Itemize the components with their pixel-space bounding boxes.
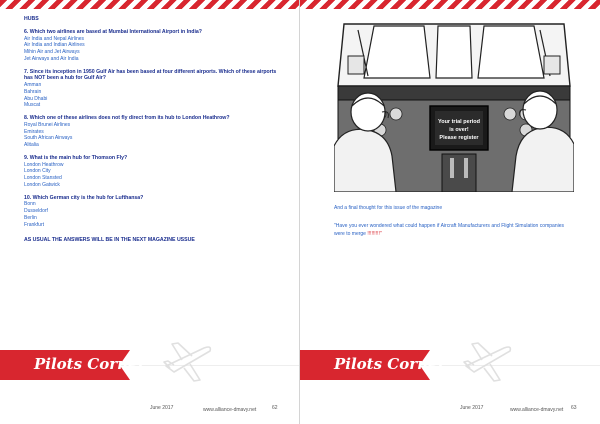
question-text: 10. Which German city is the hub for Lufthansa? (24, 194, 144, 201)
airplane-icon (460, 336, 516, 384)
answer-option: Abu Dhabi (24, 95, 48, 102)
banner-title: Pilots Corner (334, 355, 446, 373)
footer-date: June 2017 (460, 405, 484, 411)
answer-option: London Heathrow (24, 161, 64, 168)
cartoon-quote (334, 222, 564, 238)
answer-option: London Gatwick (24, 181, 60, 188)
top-stripe-border (0, 0, 300, 9)
answer-option: London Stansted (24, 175, 62, 182)
footer-website: www.alliance-dmavy.net (510, 407, 564, 413)
answer-option: Royal Brunei Airlines (24, 121, 71, 128)
page-number: 62 (272, 405, 278, 411)
footer-date: June 2017 (150, 405, 174, 411)
question-block (24, 155, 286, 189)
answer-option: Emirates (24, 128, 44, 135)
pilots-corner-banner (0, 350, 300, 380)
banner-title: Pilots Corner (34, 355, 146, 373)
answer-option: Air India and Nepal Airlines (24, 35, 85, 42)
answer-option: London City (24, 168, 51, 175)
screen-text-line: Your trial period (437, 119, 481, 125)
answer-option: Jet Airways and Air India (24, 55, 79, 62)
answer-option: Amman (24, 81, 42, 88)
question-block (24, 195, 286, 229)
question-text: 6. Which two airlines are based at Mumbai International Airport in India? (24, 29, 202, 35)
answer-option: Alitalia (24, 142, 39, 149)
answers-note: AS USUAL THE ANSWERS WILL BE IN THE NEXT MAGAZINE USSUE (24, 236, 195, 243)
answer-option: Mihin Air and Jet Airways (24, 49, 80, 56)
pilots-corner-banner (300, 350, 600, 380)
quote-emphasis: !!!!!!!!!" (367, 231, 382, 237)
question-text: 8. Which one of these airlines does not fly direct from its hub to London Heathrow? (24, 115, 230, 122)
right-page (300, 0, 600, 424)
section-heading: HUBS (24, 16, 39, 22)
answer-option: Bonn (24, 201, 36, 208)
answer-option: Dusseldorf (24, 208, 48, 215)
cartoon-caption: And a final thought for this issue of the magazine (334, 205, 443, 211)
answer-option: Berlin (24, 214, 37, 221)
question-block (24, 69, 286, 109)
question-text: 9. What is the main hub for Thomson Fly? (24, 154, 128, 161)
answer-option: South African Airways (24, 135, 73, 142)
question-block (24, 115, 286, 149)
screen-text-line: Please register (439, 135, 479, 141)
question-text: 7. Since its inception in 1950 Gulf Air has been based at four different airports. Which of these airports has NOT been a hub for Gulf Air? (24, 68, 277, 82)
page-number: 63 (571, 405, 577, 411)
top-stripe-border (300, 0, 600, 9)
airplane-icon (160, 336, 216, 384)
answer-option: Bahrain (24, 88, 42, 95)
answer-option: Muscat (24, 102, 41, 109)
answer-option: Air India and Indian Airlines (24, 42, 85, 49)
footer-website: www.alliance-dmavy.net (203, 407, 257, 413)
answer-option: Frankfurt (24, 221, 45, 228)
quiz-content (24, 16, 286, 243)
question-block (24, 29, 286, 63)
screen-text-line: is over! (449, 127, 469, 133)
cockpit-cartoon (334, 16, 574, 192)
quote-text: "Have you ever wondered what could happen if Aircraft Manufacturers and Flight Simulation companies were to merge (334, 223, 564, 237)
